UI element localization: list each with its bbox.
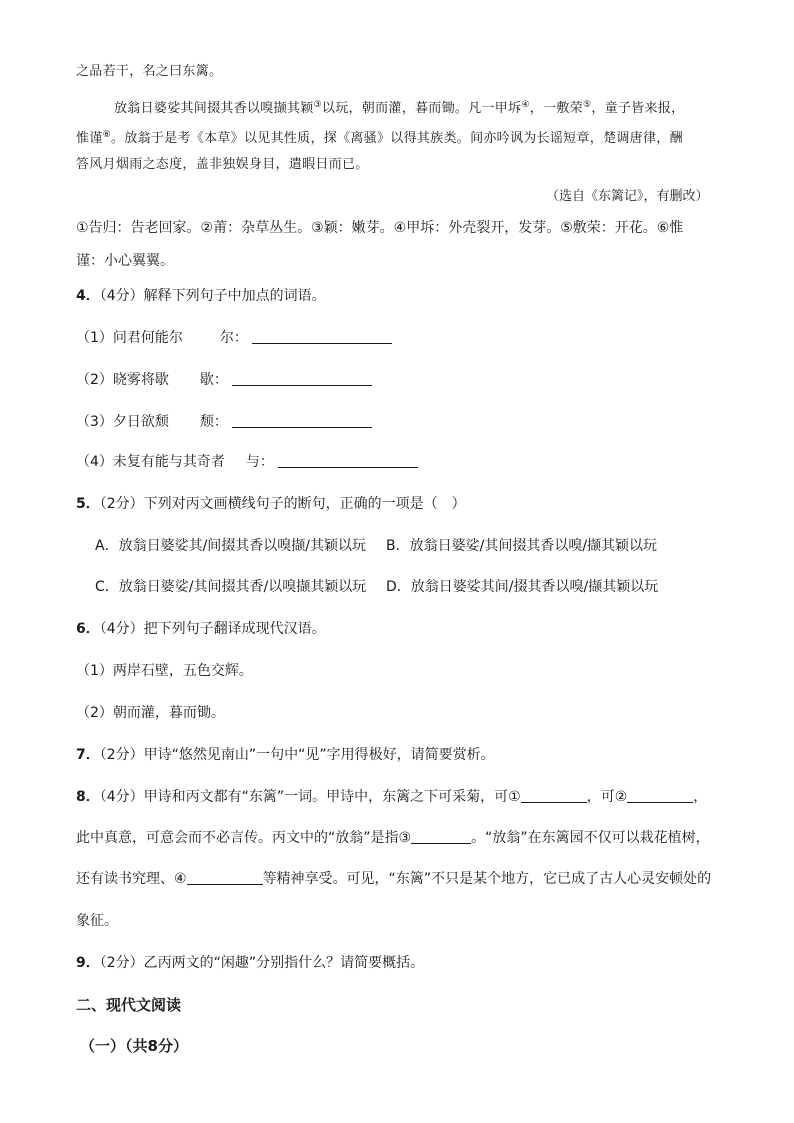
passage-line-2-c: ，一敷荣 — [529, 101, 583, 116]
passage-line-3-b: 。放翁于是考《本草》以见其性质，探《离骚》以得其族类。间亦吟讽为长谣短章，楚调唐律，酬 — [110, 131, 683, 146]
question-8-number: 8． — [76, 789, 100, 805]
question-9-stem — [76, 953, 424, 973]
item-word: 与： — [245, 454, 274, 470]
item-word: 尔： — [219, 330, 248, 346]
answer-blank[interactable] — [232, 371, 372, 386]
question-6-text: （4分）把下列句子翻译成现代汉语。 — [99, 621, 326, 637]
question-5-number: 5． — [76, 496, 100, 512]
question-6-item-2: （2）朝而灌，暮而锄。 — [76, 705, 225, 721]
answer-blank-3[interactable] — [411, 829, 471, 844]
question-6-number: 6． — [76, 621, 100, 637]
question-9-number: 9． — [76, 955, 100, 971]
question-4-stem — [76, 286, 326, 306]
question-4-number: 4． — [76, 288, 100, 304]
question-6-item-1: （1）两岸石壁，五色交辉。 — [76, 663, 253, 679]
passage-line-3 — [76, 125, 683, 149]
section-title: 二、现代文阅读 — [76, 996, 182, 1014]
question-5-option-b[interactable]: B．放翁日婆娑/其间掇其香以嗅/撷其颖以玩 — [386, 538, 658, 554]
passage-line-2-b: 以玩，朝而灌，暮而锄。凡一甲坼 — [321, 101, 522, 116]
item-text: （4）未复有能与其奇者 — [76, 454, 225, 470]
notes-line-1: ①告归：告老回家。②莆：杂草丛生。③颖：嫩芽。④甲坼：外壳裂开，发芽。⑤敷荣：开花。⑥惟 — [76, 220, 684, 236]
passage-line-4: 答风月烟雨之态度，盖非独娱身目，遣暇日而已。 — [76, 157, 369, 172]
notes-line-2: 谨：小心翼翼。 — [76, 253, 174, 269]
passage-line-1: 之品若干，名之曰东篱。 — [76, 64, 223, 79]
question-8-text-2b: 。“放翁”在东篱园不仅可以栽花植树， — [471, 830, 710, 846]
passage-source: （选自《东篱记》，有删改） — [546, 189, 709, 204]
question-8-text-1b: ，可② — [586, 789, 628, 805]
answer-blank[interactable] — [232, 413, 372, 428]
question-8-text-1a: （4分）甲诗和丙文都有“东篱”一词。甲诗中，东篱之下可采菊，可① — [99, 789, 521, 805]
question-4-item-3 — [76, 412, 372, 432]
question-8-line-3 — [76, 869, 711, 889]
question-8-text-1c: ， — [693, 789, 708, 805]
footnote-marker-5: ⑤ — [582, 100, 592, 110]
passage-line-3-a: 惟谨 — [76, 131, 103, 146]
item-text: （1）问君何能尔 — [76, 330, 183, 346]
item-word: 歇： — [199, 372, 228, 388]
question-5-option-c[interactable]: C．放翁日婆娑/其间掇其香/以嗅撷其颖以玩 — [95, 579, 367, 595]
answer-blank[interactable] — [252, 329, 392, 344]
question-8-text-3b: 等精神享受。可见，“东篱”不只是某个地方，它已成了古人心灵安顿处的 — [262, 871, 712, 887]
question-8-text-3a: 还有读书究理、④ — [76, 871, 187, 887]
question-5-option-d[interactable]: D．放翁日婆娑其间/掇其香以嗅/撷其颖以玩 — [386, 579, 659, 595]
passage-line-2-a: 放翁日婆娑其间掇其香以嗅撷其颖 — [114, 101, 314, 116]
question-8-line-4: 象征。 — [76, 913, 118, 929]
question-7-number: 7． — [76, 747, 100, 763]
answer-blank-1[interactable] — [521, 788, 587, 803]
answer-blank[interactable] — [278, 453, 418, 468]
item-text: （3）夕日欲颓 — [76, 414, 169, 430]
question-5-text: （2分）下列对丙文画横线句子的断句，正确的一项是（ ） — [99, 496, 466, 512]
section-subtitle: （一）（共8分） — [80, 1037, 188, 1055]
question-5-stem — [76, 494, 466, 514]
question-7-text: （2分）甲诗“悠然见南山”一句中“见”字用得极好，请简要赏析。 — [99, 747, 495, 763]
question-5-option-a[interactable]: A．放翁日婆娑其/间掇其香以嗅撷/其颖以玩 — [95, 538, 367, 554]
footnote-marker-3: ③ — [313, 100, 322, 110]
question-7-stem — [76, 745, 495, 765]
question-4-item-1 — [76, 328, 392, 348]
question-4-text: （4分）解释下列句子中加点的词语。 — [99, 288, 326, 304]
question-6-stem — [76, 619, 326, 639]
passage-line-2-d: ，童子皆来报， — [591, 101, 685, 116]
question-8-line-2 — [76, 828, 710, 848]
question-8-text-2a: 此中真意，可意会而不必言传。丙文中的“放翁”是指③ — [76, 830, 412, 846]
question-4-item-4 — [76, 452, 418, 472]
footnote-marker-6: ⑥ — [102, 130, 111, 140]
footnote-marker-4: ④ — [521, 100, 530, 110]
question-4-item-2 — [76, 370, 372, 390]
item-text: （2）晓雾将歇 — [76, 372, 169, 388]
passage-line-2 — [114, 95, 684, 119]
answer-blank-4[interactable] — [187, 870, 263, 885]
question-9-text: （2分）乙丙两文的“闲趣”分别指什么？请简要概括。 — [99, 955, 425, 971]
item-word: 颓： — [199, 414, 228, 430]
answer-blank-2[interactable] — [627, 788, 693, 803]
question-8-line-1 — [76, 787, 707, 807]
